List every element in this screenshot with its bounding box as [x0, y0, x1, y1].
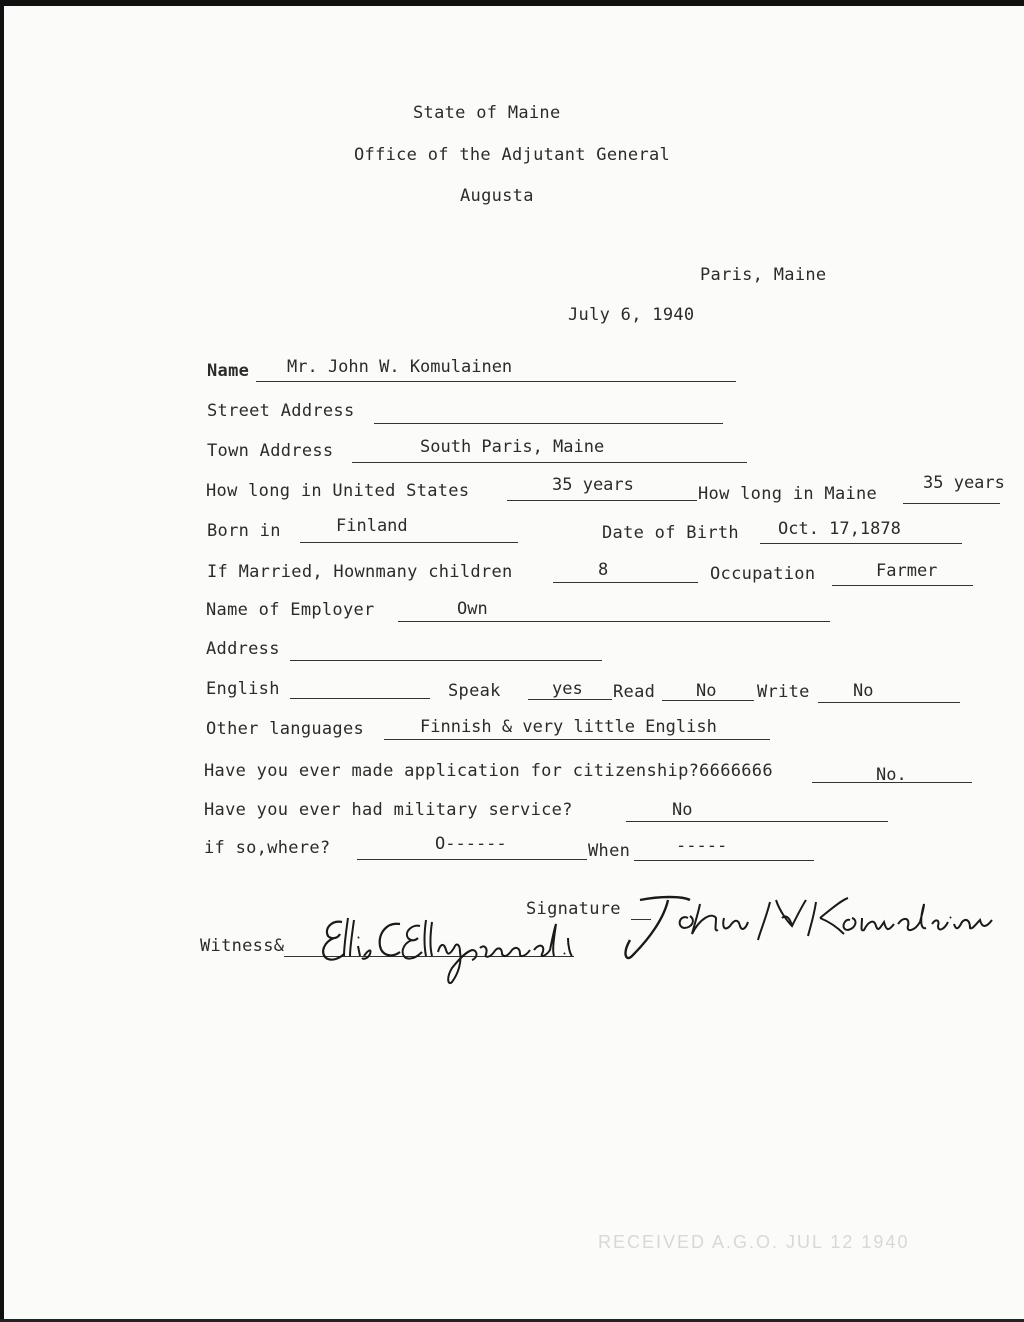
header-office: Office of the Adjutant General [354, 145, 671, 165]
address-label: Address [206, 639, 280, 659]
other-lang-value: Finnish & very little English [420, 717, 717, 737]
military-value: No [672, 800, 693, 820]
where-underline [357, 859, 587, 860]
town-label: Town Address [207, 441, 334, 461]
witness-label: Witness& [200, 936, 285, 956]
us-label: How long in United States [206, 481, 470, 501]
dob-value: Oct. 17,1878 [778, 519, 901, 539]
header-city: Augusta [460, 186, 534, 206]
when-value: ----- [676, 836, 728, 856]
speak-label: Speak [448, 681, 501, 701]
maine-underline [903, 503, 1000, 504]
read-underline [662, 700, 754, 701]
born-label: Born in [207, 521, 281, 541]
employer-underline [398, 621, 830, 622]
write-value: No [853, 681, 874, 701]
other-lang-label: Other languages [206, 719, 365, 739]
employer-value: Own [457, 599, 488, 619]
english-label: English [206, 679, 280, 699]
married-underline [553, 582, 698, 583]
town-value: South Paris, Maine [420, 437, 605, 457]
signature-handwriting [620, 878, 1012, 970]
when-label: When [588, 841, 631, 861]
born-value: Finland [336, 516, 408, 536]
name-value: Mr. John W. Komulainen [287, 357, 513, 377]
read-value: No [696, 681, 717, 701]
town-underline [352, 462, 747, 463]
street-underline [374, 423, 723, 424]
date-line: July 6, 1940 [568, 305, 695, 325]
us-value: 35 years [552, 475, 634, 495]
employer-label: Name of Employer [206, 600, 375, 620]
citizenship-underline [812, 782, 972, 783]
speak-underline [528, 699, 612, 700]
married-value: 8 [598, 560, 609, 580]
married-label: If Married, Hownmany children [207, 562, 513, 582]
write-underline [818, 702, 960, 703]
occupation-underline [832, 585, 973, 586]
us-underline [507, 500, 697, 501]
english-underline [290, 698, 430, 699]
military-underline [626, 821, 888, 822]
military-label: Have you ever had military service? [204, 800, 573, 820]
signature-label: Signature [526, 899, 621, 919]
header-state: State of Maine [413, 103, 561, 123]
write-label: Write [757, 682, 810, 702]
name-underline [256, 381, 736, 382]
scan-border-left [0, 0, 4, 1322]
maine-value: 35 years [923, 473, 1005, 493]
street-label: Street Address [207, 401, 355, 421]
address-underline [290, 660, 602, 661]
dob-label: Date of Birth [602, 523, 739, 543]
speak-value: yes [552, 679, 583, 699]
occupation-value: Farmer [876, 561, 938, 581]
where-label: if so,where? [204, 838, 331, 858]
born-underline [300, 542, 518, 543]
occupation-label: Occupation [710, 564, 816, 584]
read-label: Read [613, 682, 656, 702]
where-value: O------ [435, 834, 507, 854]
when-underline [634, 860, 814, 861]
received-stamp: RECEIVED A.G.O. JUL 12 1940 [598, 1232, 910, 1252]
citizenship-value: No. [876, 765, 907, 785]
place-line: Paris, Maine [700, 265, 827, 285]
dob-underline [760, 543, 962, 544]
name-label: Name [207, 361, 250, 381]
maine-label: How long in Maine [698, 484, 878, 504]
witness-handwriting [314, 910, 584, 990]
other-lang-underline [384, 739, 770, 740]
scan-border-top [0, 0, 1024, 6]
citizenship-label: Have you ever made application for citizenship?6666666 [204, 761, 773, 781]
